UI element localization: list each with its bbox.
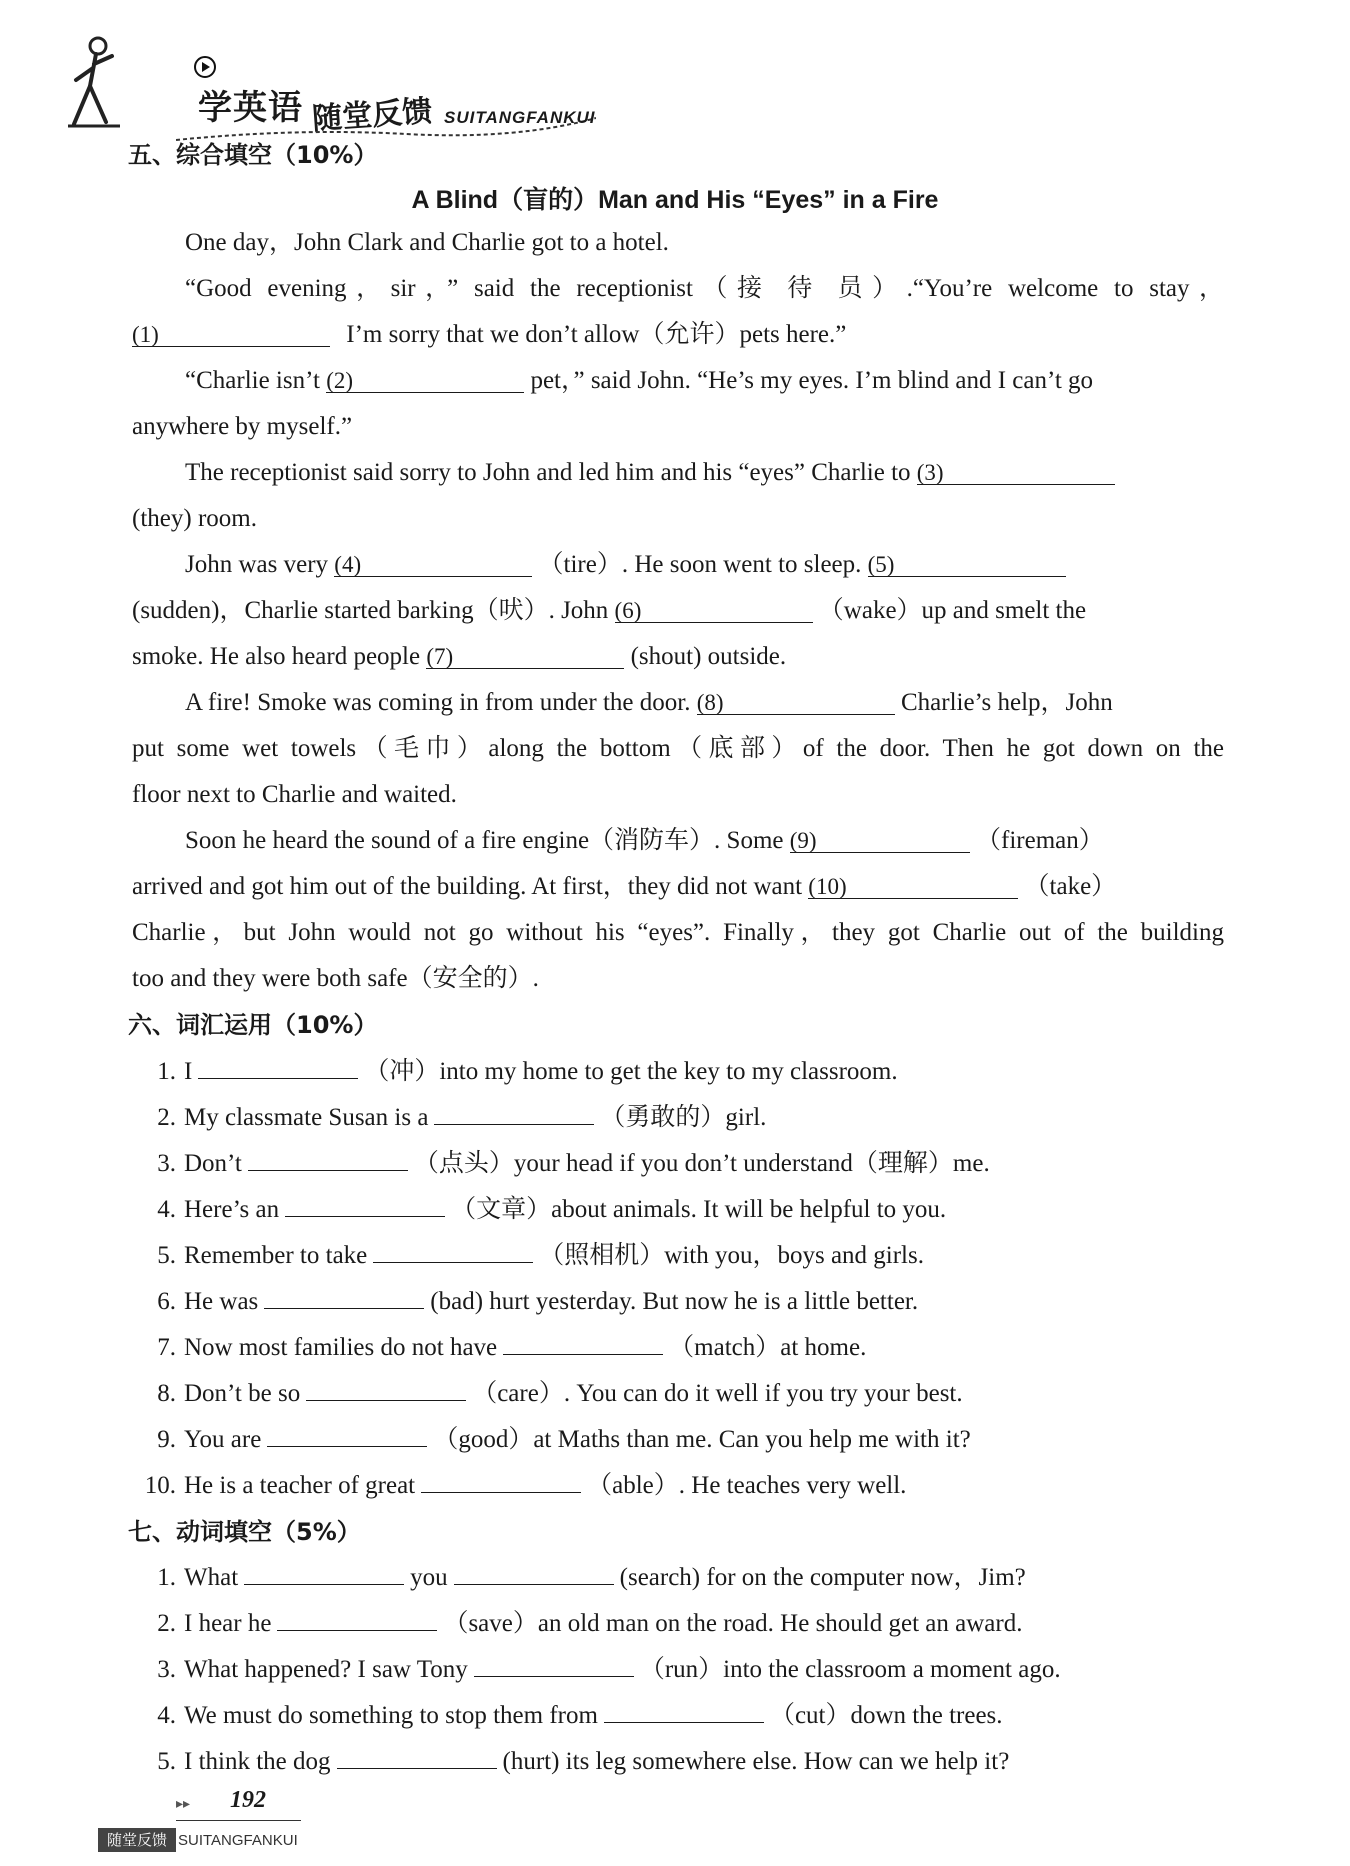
play-icon (194, 56, 216, 78)
question-text: （冲）into my home to get the key to my classroom. (364, 1058, 898, 1085)
answer-blank[interactable] (604, 1696, 764, 1723)
answer-blank-7[interactable]: (7) (426, 642, 624, 669)
passage-line: floor next to Charlie and waited. (132, 781, 457, 808)
question-text: （点头）your head if you don’t understand（理解）me. (413, 1150, 990, 1177)
footer-arrows-icon: ▸▸ (176, 1796, 191, 1812)
question-number: 3. (157, 1656, 176, 1683)
answer-blank[interactable] (434, 1098, 594, 1125)
question-text: （run）into the classroom a moment ago. (639, 1656, 1061, 1683)
question-text: Now most families do not have (184, 1334, 498, 1361)
question-number: 1. (157, 1058, 176, 1085)
question-text: You are (184, 1426, 262, 1453)
question-text: What happened? I saw Tony (184, 1656, 468, 1683)
question-row (140, 1190, 946, 1225)
question-text: （care）. You can do it well if you try your best. (472, 1380, 963, 1407)
answer-blank[interactable] (421, 1466, 581, 1493)
student-figure-icon (66, 34, 128, 129)
answer-blank[interactable] (503, 1328, 663, 1355)
brand-title: 学英语 (198, 88, 303, 128)
question-number: 5. (157, 1242, 176, 1269)
passage-line: A fire! Smoke was coming in from under the door. (8) Charlie’s help，John (185, 689, 1113, 716)
question-row (140, 1052, 898, 1087)
question-row (140, 1282, 918, 1317)
brand-subtitle: 随堂反馈 (311, 93, 434, 138)
footer-badge: 随堂反馈 (98, 1828, 176, 1852)
question-text: （照相机）with you，boys and girls. (539, 1242, 924, 1269)
footer-latin: SUITANGFANKUI (178, 1832, 298, 1849)
question-number: 4. (157, 1702, 176, 1729)
passage-line: One day，John Clark and Charlie got to a hotel. (185, 229, 669, 256)
question-number: 5. (157, 1748, 176, 1775)
question-text: We must do something to stop them from (184, 1702, 598, 1729)
answer-blank-6[interactable]: (6) (615, 596, 813, 623)
question-number: 6. (157, 1288, 176, 1315)
passage-line: put some wet towels（毛巾）along the bottom（底部）of the door. Then he got down on the (132, 735, 1224, 762)
question-text: （match）at home. (669, 1334, 867, 1361)
question-text: (search) for on the computer now，Jim? (619, 1564, 1026, 1591)
section-title: 六、词汇运用（10%） (128, 1011, 378, 1039)
question-text: （文章）about animals. It will be helpful to you. (451, 1196, 947, 1223)
answer-blank[interactable] (306, 1374, 466, 1401)
footer-divider (176, 1820, 301, 1821)
answer-blank[interactable] (337, 1742, 497, 1769)
answer-blank-3[interactable]: (3) (917, 458, 1115, 485)
question-row (140, 1420, 971, 1455)
question-number: 3. (157, 1150, 176, 1177)
question-number: 4. (157, 1196, 176, 1223)
answer-blank[interactable] (373, 1236, 533, 1263)
answer-blank[interactable] (198, 1052, 358, 1079)
passage-line: anywhere by myself.” (132, 413, 353, 440)
question-text: He is a teacher of great (184, 1472, 416, 1499)
answer-blank[interactable] (277, 1604, 437, 1631)
question-row (140, 1236, 924, 1271)
passage-line: “Charlie isn’t (2) pet，” said John. “He’s my eyes. I’m blind and I can’t go (185, 367, 1094, 394)
question-row (140, 1650, 1061, 1685)
question-number: 10. (144, 1472, 176, 1499)
question-row (140, 1466, 906, 1501)
question-text: What (184, 1564, 239, 1591)
section-title: 七、动词填空（5%） (128, 1518, 361, 1546)
question-text: you (410, 1564, 448, 1591)
question-text: I (184, 1058, 193, 1085)
answer-blank[interactable] (454, 1558, 614, 1585)
question-text: My classmate Susan is a (184, 1104, 429, 1131)
question-text: (hurt) its leg somewhere else. How can we help it? (502, 1748, 1010, 1775)
question-text: Remember to take (184, 1242, 368, 1269)
passage-line: too and they were both safe（安全的）. (132, 965, 539, 992)
passage-line: (they) room. (132, 505, 257, 532)
passage-line: smoke. He also heard people (7) (shout) outside. (132, 643, 787, 670)
answer-blank-9[interactable]: (9) (790, 826, 970, 853)
passage-line: arrived and got him out of the building. At first，they did not want (10) （take） (132, 873, 1117, 900)
question-number: 1. (157, 1564, 176, 1591)
question-text: I think the dog (184, 1748, 331, 1775)
answer-blank[interactable] (474, 1650, 634, 1677)
question-number: 8. (157, 1380, 176, 1407)
passage-line: (sudden)，Charlie started barking（吠）. John (6) （wake）up and smelt the (132, 597, 1087, 624)
question-number: 2. (157, 1104, 176, 1131)
question-text: Don’t be so (184, 1380, 301, 1407)
answer-blank[interactable] (285, 1190, 445, 1217)
question-text: Don’t (184, 1150, 242, 1177)
question-row (140, 1098, 766, 1133)
question-row (140, 1696, 1003, 1731)
question-row (140, 1742, 1009, 1777)
question-row (140, 1328, 866, 1363)
question-row (140, 1144, 990, 1179)
question-text: （cut）down the trees. (769, 1702, 1003, 1729)
passage-line: Soon he heard the sound of a fire engine（消防车）. Some (9) （fireman） (185, 827, 1104, 854)
answer-blank[interactable] (244, 1558, 404, 1585)
section-title: 五、综合填空（10%） (128, 141, 378, 169)
question-text: （勇敢的）girl. (600, 1104, 767, 1131)
passage-title: A Blind（盲的）Man and His “Eyes” in a Fire (411, 186, 939, 214)
passage-line: Charlie，but John would not go without his “eyes”. Finally，they got Charlie out of the building (132, 919, 1224, 946)
question-number: 7. (157, 1334, 176, 1361)
passage-line: “Good evening，sir，” said the receptionist（接 待 员）.“You’re welcome to stay， (185, 275, 1224, 302)
question-row (140, 1374, 963, 1409)
answer-blank-2[interactable]: (2) (326, 366, 524, 393)
answer-blank-4[interactable]: (4) (334, 550, 532, 577)
passage-line: The receptionist said sorry to John and led him and his “eyes” Charlie to (3) (185, 458, 1224, 488)
passage-line: John was very (4) （tire）. He soon went to sleep. (5) (185, 550, 1224, 580)
question-number: 2. (157, 1610, 176, 1637)
answer-blank[interactable] (248, 1144, 408, 1171)
page-number: 192 (230, 1787, 266, 1813)
answer-blank-10[interactable]: (10) (808, 872, 1018, 899)
answer-blank-5[interactable]: (5) (868, 550, 1066, 577)
question-text: I hear he (184, 1610, 272, 1637)
question-text: He was (184, 1288, 259, 1315)
question-row (140, 1558, 1026, 1593)
answer-blank-1[interactable]: (1) (132, 320, 330, 347)
passage-line: (1) I’m sorry that we don’t allow（允许）pets here.” (132, 321, 847, 348)
brand-latin: SUITANGFANKUI (444, 108, 596, 127)
answer-blank[interactable] (267, 1420, 427, 1447)
question-text: (bad) hurt yesterday. But now he is a little better. (430, 1288, 919, 1315)
header (66, 24, 596, 138)
answer-blank-8[interactable]: (8) (697, 688, 895, 715)
question-row (140, 1604, 1022, 1639)
question-text: （save）an old man on the road. He should get an award. (443, 1610, 1023, 1637)
question-number: 9. (157, 1426, 176, 1453)
question-text: （good）at Maths than me. Can you help me with it? (433, 1426, 971, 1453)
question-text: （able）. He teaches very well. (587, 1472, 907, 1499)
question-text: Here’s an (184, 1196, 280, 1223)
answer-blank[interactable] (264, 1282, 424, 1309)
